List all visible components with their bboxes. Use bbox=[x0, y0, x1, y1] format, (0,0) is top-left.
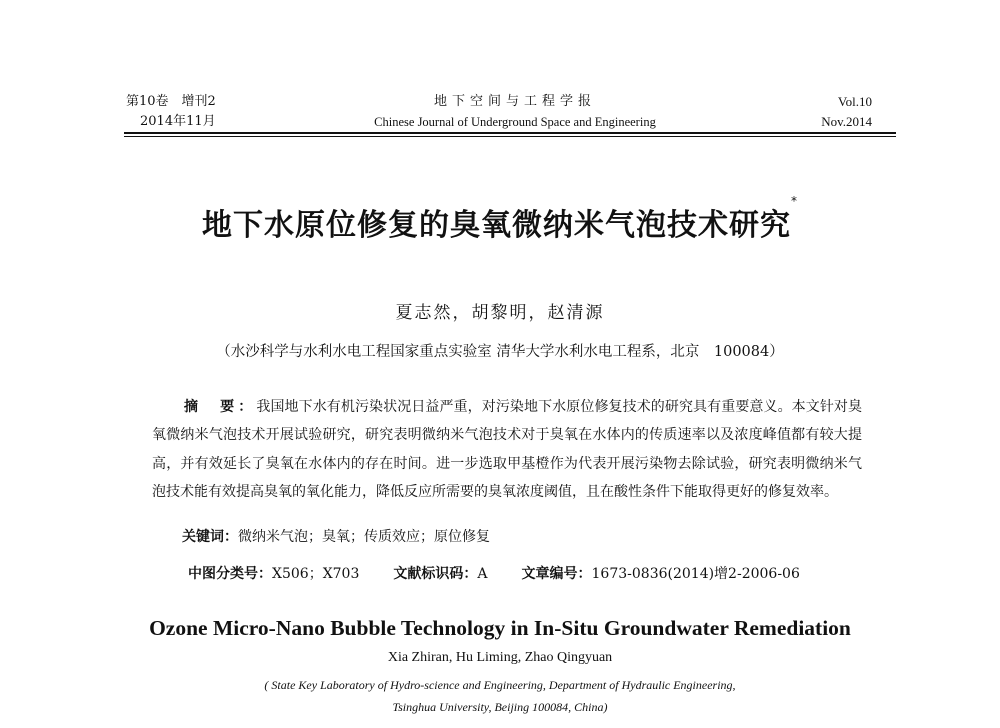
article-no-label: 文章编号： bbox=[521, 566, 592, 582]
english-affiliation-line1: ( State Key Laboratory of Hydro-science and Engineering, Department of Hydraulic Engineering, bbox=[264, 678, 736, 692]
english-affiliation-line2: Tsinghua University, Beijing 100084, China) bbox=[392, 700, 608, 714]
header-left bbox=[126, 92, 216, 132]
header-right bbox=[790, 92, 872, 132]
date-cn: 2014年11月 bbox=[140, 114, 216, 129]
date-en: Nov.2014 bbox=[821, 114, 872, 129]
volume-cn: 第10卷 增刊2 bbox=[126, 94, 216, 109]
article-no-value: 1673-0836(2014)增2-2006-06 bbox=[591, 566, 800, 582]
keywords-label: 关键词： bbox=[182, 529, 238, 545]
header-rule-thick bbox=[124, 132, 896, 134]
authors: 夏志然，胡黎明，赵清源 bbox=[395, 303, 605, 323]
article-title bbox=[0, 194, 1000, 244]
classification-line bbox=[188, 563, 800, 583]
doc-code-value: A bbox=[477, 566, 488, 582]
affiliation: （水沙科学与水利水电工程国家重点实验室 清华大学水利水电工程系，北京 100084） bbox=[216, 344, 784, 360]
volume-en: Vol.10 bbox=[837, 94, 872, 109]
journal-name-en: Chinese Journal of Underground Space and Engineering bbox=[374, 115, 656, 129]
journal-name-cn: 地下空间与工程学报 bbox=[433, 94, 596, 109]
english-title: Ozone Micro-Nano Bubble Technology in In-Situ Groundwater Remediation bbox=[149, 616, 851, 640]
abstract-text: 我国地下水有机污染状况日益严重，对污染地下水原位修复技术的研究具有重要意义。本文针对臭氧微纳米气泡技术开展试验研究，研究表明微纳米气泡技术对于臭氧在水体内的传质速率以及浓度峰值都有较大提高，并有效延长了臭氧在水体内的存在时间。进一步选取甲基橙作为代表开展污染物去除试验，研究表明微纳米气泡技术能有效提高臭氧的氧化能力，降低反应所需要的臭氧浓度阈值，且在酸性条件下能取得更好的修复效率。 bbox=[152, 399, 863, 501]
article-title-text: 地下水原位修复的臭氧微纳米气泡技术研究 bbox=[202, 208, 791, 243]
header-center bbox=[340, 92, 690, 132]
english-authors: Xia Zhiran, Hu Liming, Zhao Qingyuan bbox=[387, 650, 613, 665]
abstract bbox=[152, 393, 862, 507]
header-rule-thin bbox=[124, 136, 896, 137]
keywords-text: 微纳米气泡；臭氧；传质效应；原位修复 bbox=[238, 529, 490, 545]
keywords bbox=[182, 526, 490, 546]
title-footnote-mark: * bbox=[791, 194, 798, 208]
abstract-label: 摘 要： bbox=[184, 399, 257, 415]
clc-value: X506；X703 bbox=[272, 566, 360, 582]
clc-label: 中图分类号： bbox=[188, 566, 272, 582]
doc-code-label: 文献标识码： bbox=[393, 566, 478, 582]
